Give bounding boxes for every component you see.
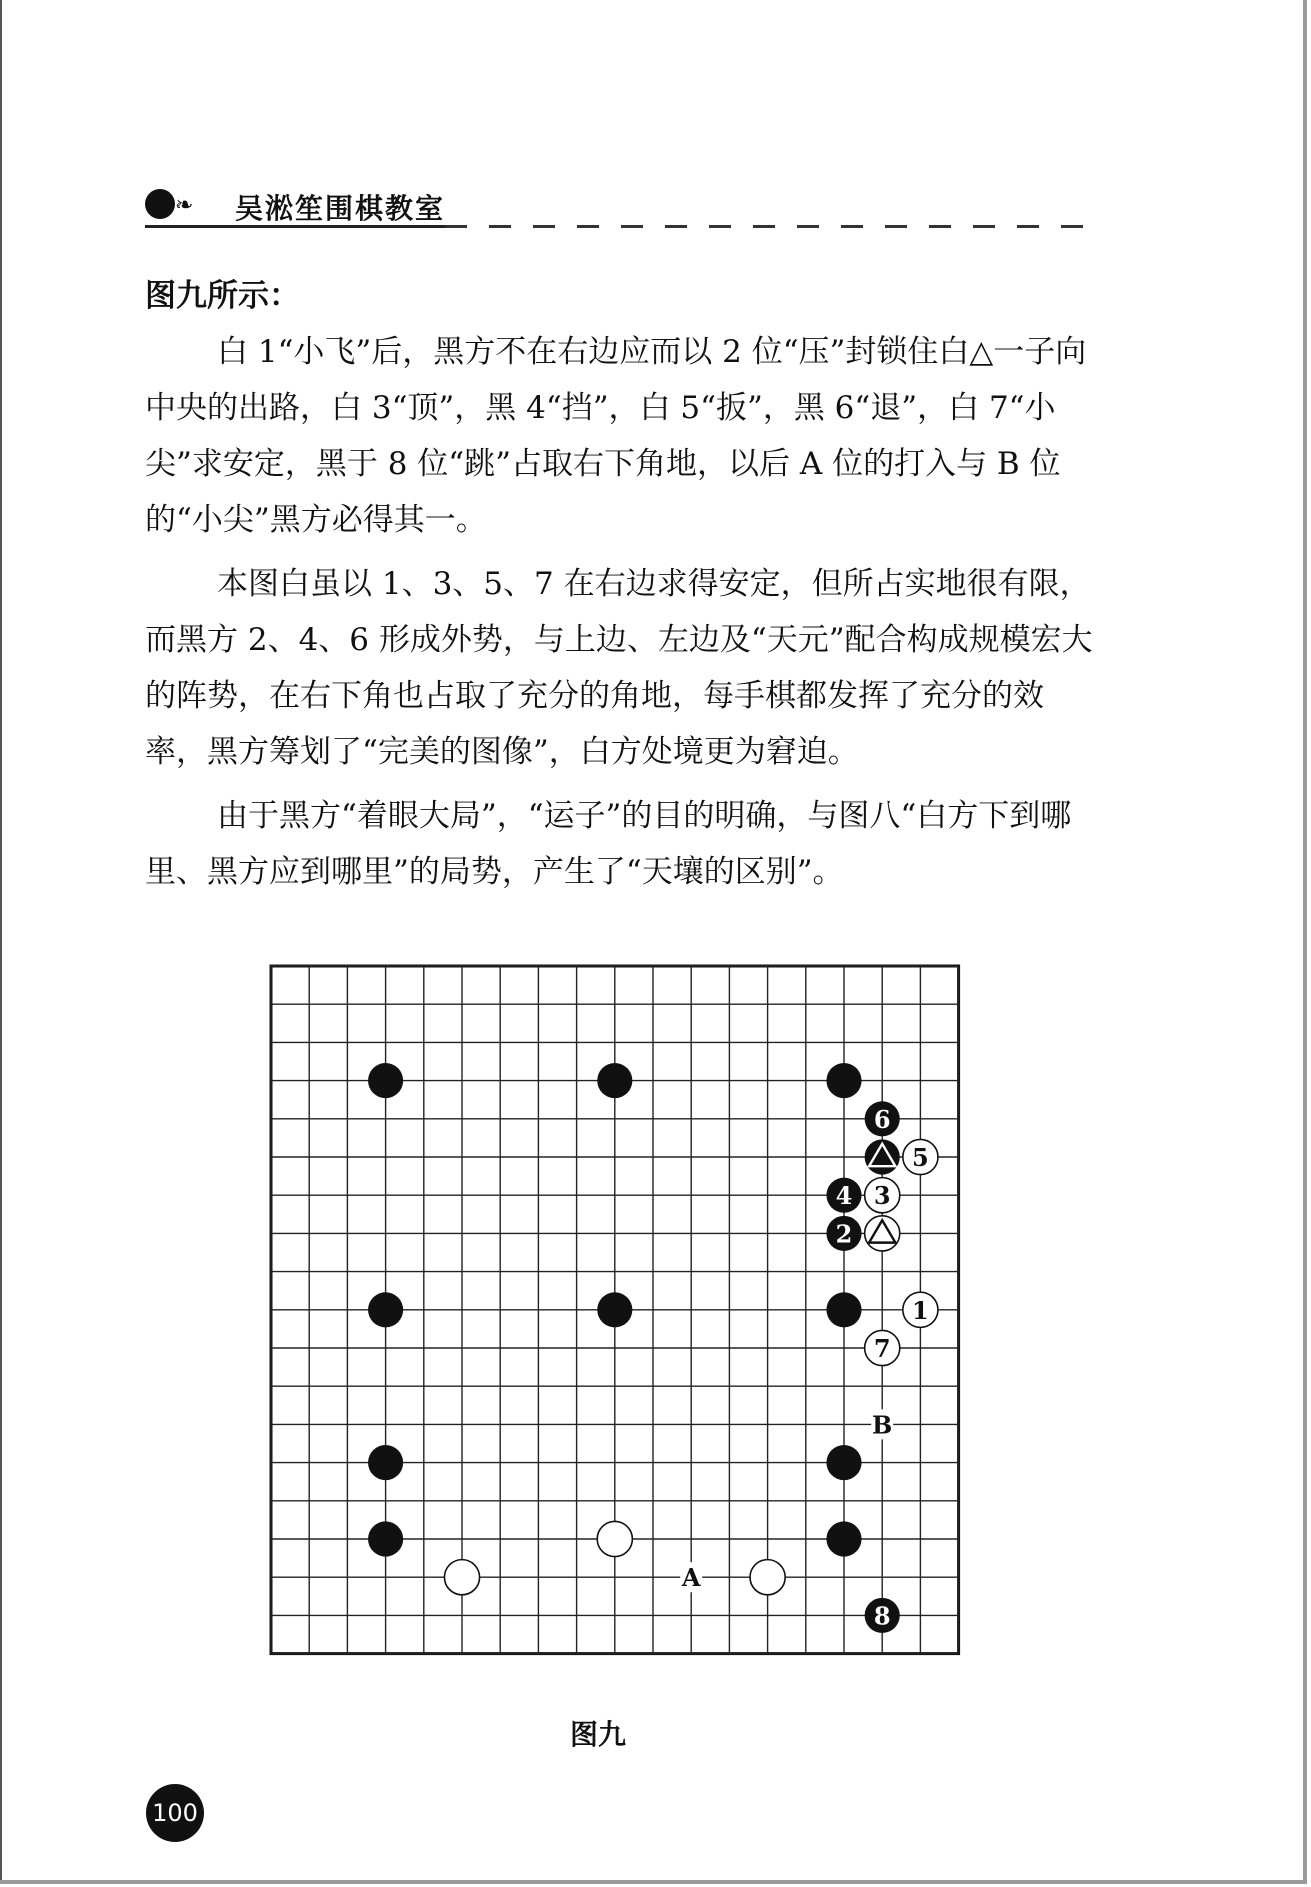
move-number: 1 bbox=[912, 1295, 929, 1325]
move-number: 8 bbox=[873, 1601, 891, 1631]
white-stone bbox=[750, 1560, 785, 1595]
header-rule bbox=[145, 225, 445, 228]
black-stone bbox=[368, 1063, 403, 1098]
black-stone bbox=[826, 1445, 861, 1480]
move-number: 3 bbox=[873, 1181, 891, 1211]
black-stone bbox=[597, 1292, 632, 1327]
header-rule-dashed bbox=[445, 225, 1085, 228]
move-number: 5 bbox=[912, 1143, 929, 1172]
section-caption: 图九所示： bbox=[145, 278, 300, 314]
black-stone bbox=[826, 1063, 861, 1098]
black-stone bbox=[368, 1521, 403, 1556]
book-title: 吴淞笙围棋教室 bbox=[235, 192, 446, 225]
paragraph-3: 由于黑方“着眼大局”，“运子”的目的明确，与图八“白方下到哪里、黑方应到哪里”的局势，产生了“天壤的区别”。 bbox=[145, 798, 1072, 890]
figure-caption-line bbox=[145, 268, 1100, 324]
body-text bbox=[145, 324, 1100, 900]
black-stone bbox=[368, 1445, 403, 1480]
black-stone bbox=[826, 1521, 861, 1556]
move-number: 7 bbox=[873, 1334, 891, 1363]
header-bullet-icon bbox=[145, 189, 175, 219]
move-number: 4 bbox=[835, 1181, 853, 1211]
move-number: 6 bbox=[873, 1104, 891, 1134]
black-stone bbox=[826, 1292, 861, 1327]
board-letter: B bbox=[872, 1410, 893, 1440]
white-stone bbox=[597, 1521, 632, 1556]
black-stone bbox=[597, 1063, 632, 1098]
go-board-svg bbox=[265, 960, 965, 1660]
white-stone bbox=[444, 1560, 479, 1595]
board-letter: A bbox=[681, 1563, 701, 1593]
header-ornament-icon: ❧ bbox=[175, 193, 194, 218]
page-left-edge bbox=[0, 0, 2, 1880]
move-number: 2 bbox=[835, 1219, 853, 1249]
paragraph-2: 本图白虽以 1、3、5、7 在右边求得安定，但所占实地很有限，而黑方 2、4、6 形成外势，与上边、左边及“天元”配合构成规模宏大的阵势，在右下角也占取了充分的角地，每手棋都发挥了充分的效率，黑方筹划了“完美的图像”，白方处境更为窘迫。 bbox=[145, 566, 1093, 770]
figure-label: 图九 bbox=[570, 1718, 627, 1751]
page-number: 100 bbox=[146, 1784, 204, 1842]
go-board-diagram bbox=[265, 960, 965, 1665]
black-stone bbox=[368, 1292, 403, 1327]
paragraph-1: 白 1“小飞”后，黑方不在右边应而以 2 位“压”封锁住白△一子向中央的出路，白 3“顶”，黑 4“挡”，白 5“扳”，黑 6“退”，白 7“小尖”求安定，黑于 8 位“跳”占取右下角地，以后 A 位的打入与 B 位的“小尖”黑方必得其一。 bbox=[145, 334, 1087, 538]
running-header bbox=[145, 185, 1085, 225]
